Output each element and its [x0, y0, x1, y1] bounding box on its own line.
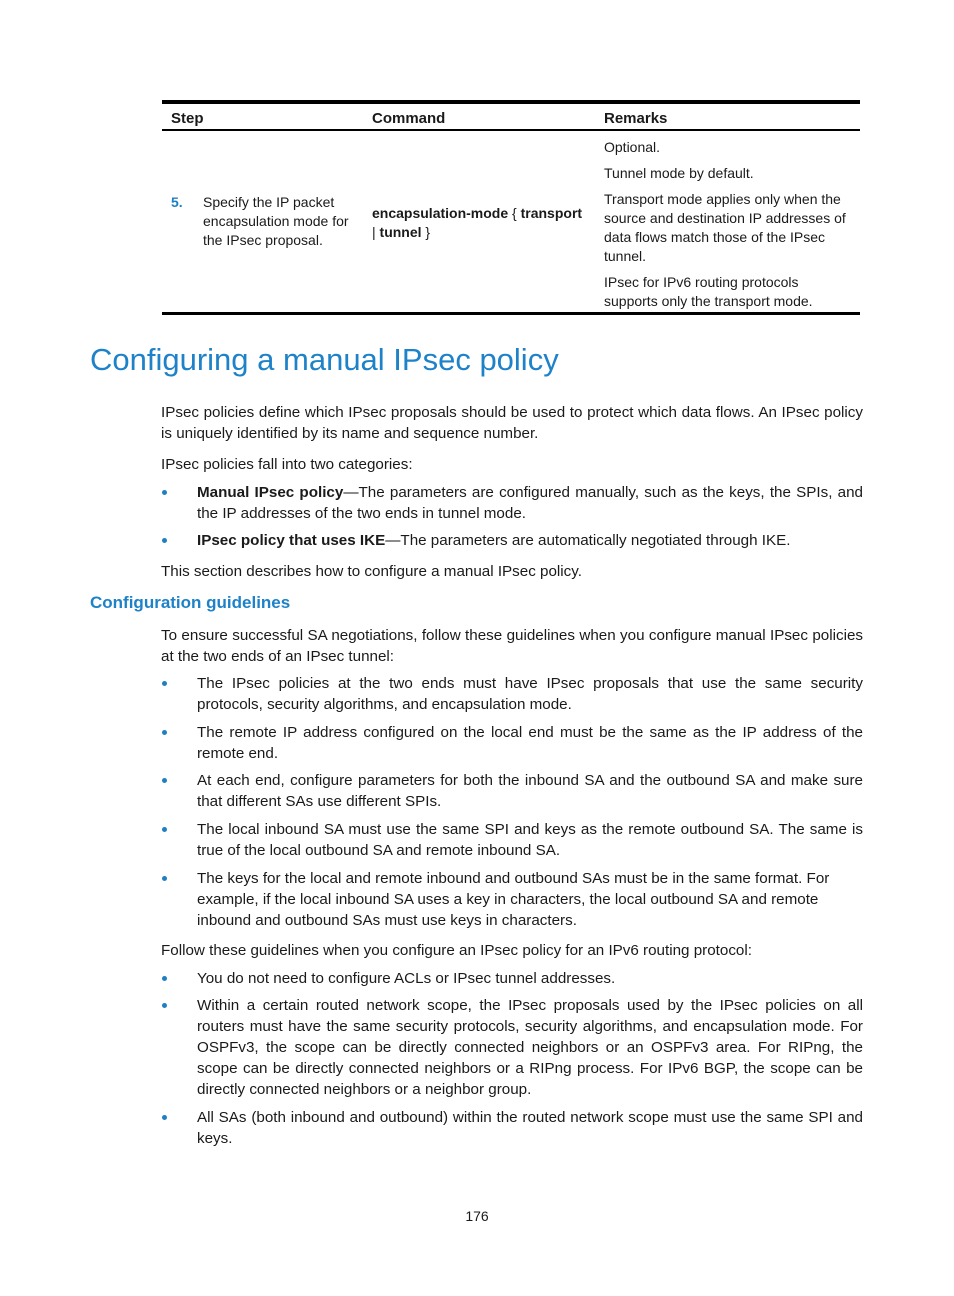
- guideline-text: Within a certain routed network scope, the IPsec proposals used by the IPsec policies on all routers must have the same security protocols, security algorithms, and encapsulation mode. For OSPFv3, the scope can be directly connected neighbors or an OSPFv3 area. For RIPng, the scope can be directly connected neighbors or a RIPng process. For IPv6 BGP, the scope can be directly connected neighbors or a neighbor group.: [197, 997, 863, 1098]
- header-command: Command: [372, 110, 446, 127]
- category-term: Manual IPsec policy: [197, 484, 344, 501]
- list-item: [197, 770, 863, 812]
- category-desc: —The parameters are automatically negotiated through IKE.: [385, 532, 791, 549]
- header-remarks: Remarks: [604, 110, 668, 127]
- ipv6-intro: Follow these guidelines when you configure an IPsec policy for an IPv6 routing protocol:: [161, 942, 752, 959]
- list-item: [197, 530, 863, 551]
- bullet-dot: [162, 730, 167, 735]
- guideline-text: The keys for the local and remote inbound and outbound SAs must be in the same format. For example, if the local inbound SA uses a key in characters, the local outbound SA and remote inbound and outbound SAs must use keys in characters.: [197, 870, 830, 929]
- guidelines-intro: To ensure successful SA negotiations, follow these guidelines when you configure manual IPsec policies at the two ends of an IPsec tunnel:: [161, 627, 863, 665]
- command-cell: [372, 204, 587, 242]
- list-item: [197, 995, 863, 1100]
- bullet-dot: [162, 876, 167, 881]
- section-summary: This section describes how to configure a manual IPsec policy.: [161, 563, 582, 580]
- table-top-rule: [162, 100, 860, 104]
- cmd-brace-close: }: [421, 224, 431, 240]
- list-item: [197, 968, 863, 989]
- step-number: 5.: [171, 194, 183, 210]
- bullet-dot: [162, 976, 167, 981]
- category-desc: —The parameters are configured manually, such as the keys, the SPIs, and the IP addresses of the two ends in tunnel mode.: [197, 484, 863, 522]
- remarks-cell: [604, 138, 856, 318]
- intro-paragraph: IPsec policies define which IPsec proposals should be used to protect which data flows. An IPsec policy is uniquely identified by its name and sequence number.: [161, 404, 863, 442]
- category-term: IPsec policy that uses IKE: [197, 532, 386, 549]
- bullet-dot: [162, 827, 167, 832]
- list-item: [197, 1107, 863, 1149]
- guideline-text: The IPsec policies at the two ends must have IPsec proposals that use the same security protocols, security algorithms, and encapsulation mode.: [197, 675, 863, 713]
- remark-optional: Optional.: [604, 139, 661, 155]
- list-item: [197, 673, 863, 715]
- list-item: [197, 868, 863, 931]
- table-bottom-rule: [162, 312, 860, 315]
- guideline-text: All SAs (both inbound and outbound) within the routed network scope must use the same SPI and keys.: [197, 1109, 863, 1147]
- categories-intro: IPsec policies fall into two categories:: [161, 456, 413, 473]
- page-number: 176: [465, 1208, 489, 1224]
- cmd-keyword: encapsulation-mode: [372, 205, 509, 221]
- cmd-transport: transport: [520, 205, 583, 221]
- subsection-title: Configuration guidelines: [90, 593, 291, 612]
- guideline-text: You do not need to configure ACLs or IPsec tunnel addresses.: [197, 970, 616, 987]
- remark-transport: Transport mode applies only when the source and destination IP addresses of data flows match those of the IPsec tunnel.: [604, 191, 846, 264]
- remark-default: Tunnel mode by default.: [604, 165, 754, 181]
- list-item: [197, 482, 863, 524]
- list-item: [197, 819, 863, 861]
- bullet-dot: [162, 1003, 167, 1008]
- bullet-dot: [162, 490, 167, 495]
- section-title: Configuring a manual IPsec policy: [90, 342, 559, 377]
- guideline-text: The local inbound SA must use the same SPI and keys as the remote outbound SA. The same is true of the local outbound SA and remote inbound SA.: [197, 821, 863, 859]
- table-header-rule: [162, 129, 860, 131]
- cmd-pipe: |: [372, 224, 380, 240]
- guideline-text: At each end, configure parameters for both the inbound SA and the outbound SA and make sure that different SAs use different SPIs.: [197, 772, 863, 810]
- list-item: [197, 722, 863, 764]
- cmd-brace-open: {: [508, 205, 521, 221]
- bullet-dot: [162, 1115, 167, 1120]
- guideline-text: The remote IP address configured on the local end must be the same as the IP address of the remote end.: [197, 724, 863, 762]
- bullet-dot: [162, 778, 167, 783]
- step-description: Specify the IP packet encapsulation mode for the IPsec proposal.: [203, 194, 349, 248]
- bullet-dot: [162, 681, 167, 686]
- cmd-tunnel: tunnel: [379, 224, 422, 240]
- bullet-dot: [162, 538, 167, 543]
- header-step: Step: [171, 110, 204, 127]
- remark-ipv6: IPsec for IPv6 routing protocols supports only the transport mode.: [604, 274, 813, 309]
